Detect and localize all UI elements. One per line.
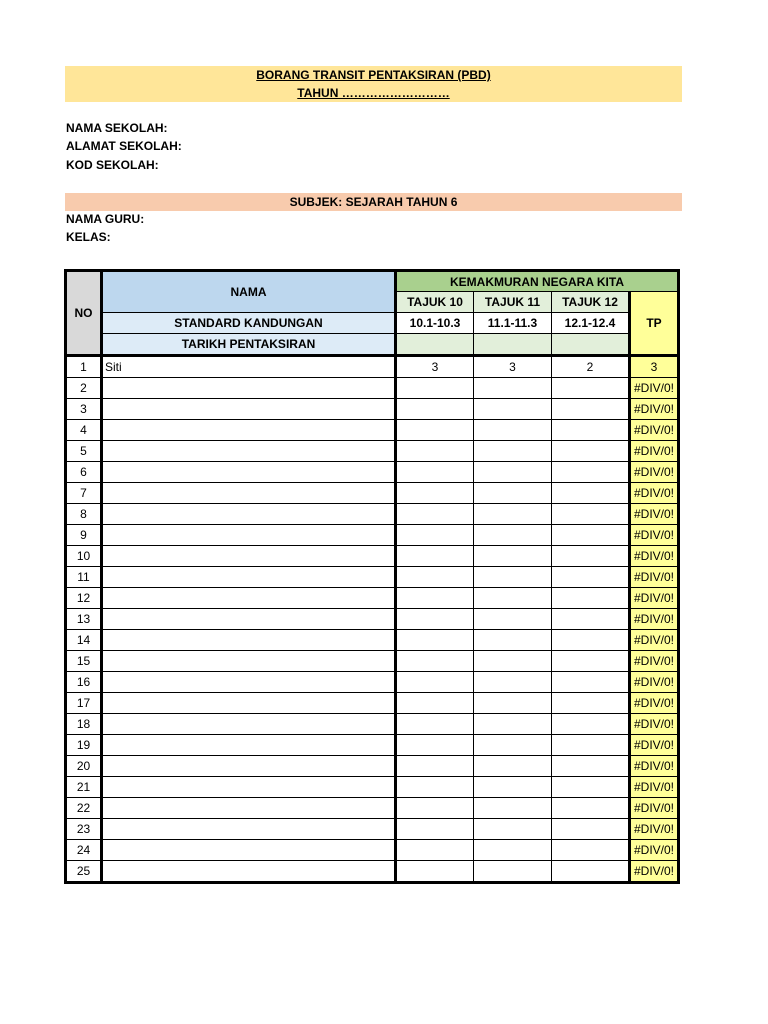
tp-cell: #DIV/0!: [630, 756, 679, 777]
tp-cell: #DIV/0!: [630, 525, 679, 546]
tp-cell: 3: [630, 356, 679, 378]
score-topic-12[interactable]: [552, 714, 630, 735]
student-name-cell[interactable]: [102, 567, 396, 588]
header-no: NO: [66, 271, 102, 356]
score-topic-10[interactable]: [396, 714, 474, 735]
student-name-cell[interactable]: [102, 378, 396, 399]
score-topic-11[interactable]: [474, 483, 552, 504]
table-row: [66, 378, 679, 399]
student-name-cell[interactable]: Siti: [102, 356, 396, 378]
tp-cell: #DIV/0!: [630, 546, 679, 567]
tp-cell: #DIV/0!: [630, 399, 679, 420]
score-topic-11[interactable]: [474, 693, 552, 714]
score-topic-10[interactable]: [396, 525, 474, 546]
score-topic-11[interactable]: [474, 735, 552, 756]
score-topic-12[interactable]: [552, 693, 630, 714]
tp-cell: #DIV/0!: [630, 693, 679, 714]
score-topic-11[interactable]: [474, 756, 552, 777]
score-topic-12[interactable]: [552, 378, 630, 399]
tp-cell: #DIV/0!: [630, 714, 679, 735]
tp-cell: #DIV/0!: [630, 819, 679, 840]
student-name-cell[interactable]: [102, 714, 396, 735]
table-row: [66, 651, 679, 672]
score-topic-10[interactable]: [396, 693, 474, 714]
tp-cell: #DIV/0!: [630, 483, 679, 504]
student-name-cell[interactable]: [102, 756, 396, 777]
tp-cell: #DIV/0!: [630, 504, 679, 525]
standard-12: 12.1-12.4: [552, 313, 630, 334]
table-row: [66, 630, 679, 651]
score-topic-11[interactable]: [474, 378, 552, 399]
score-topic-12[interactable]: [552, 420, 630, 441]
student-name-cell[interactable]: [102, 630, 396, 651]
tp-cell: #DIV/0!: [630, 462, 679, 483]
standard-10: 10.1-10.3: [396, 313, 474, 334]
score-topic-11[interactable]: [474, 819, 552, 840]
score-topic-10[interactable]: [396, 399, 474, 420]
score-topic-12[interactable]: [552, 630, 630, 651]
score-topic-11[interactable]: [474, 777, 552, 798]
score-topic-11[interactable]: [474, 609, 552, 630]
tp-cell: #DIV/0!: [630, 651, 679, 672]
student-name-cell[interactable]: [102, 609, 396, 630]
score-topic-12[interactable]: [552, 462, 630, 483]
score-topic-11[interactable]: [474, 420, 552, 441]
tp-cell: #DIV/0!: [630, 567, 679, 588]
score-topic-11[interactable]: [474, 861, 552, 883]
tp-cell: #DIV/0!: [630, 588, 679, 609]
score-topic-10[interactable]: [396, 609, 474, 630]
score-topic-12[interactable]: [552, 819, 630, 840]
table-row: [66, 735, 679, 756]
row-number: 22: [66, 798, 102, 819]
score-topic-10[interactable]: [396, 462, 474, 483]
row-number: 8: [66, 504, 102, 525]
score-topic-10[interactable]: 3: [396, 356, 474, 378]
score-topic-11[interactable]: [474, 798, 552, 819]
score-topic-12[interactable]: [552, 798, 630, 819]
score-topic-10[interactable]: [396, 651, 474, 672]
header-name: NAMA: [102, 271, 396, 313]
tp-cell: #DIV/0!: [630, 798, 679, 819]
table-row: [66, 504, 679, 525]
row-number: 11: [66, 567, 102, 588]
date-cell-10[interactable]: [396, 334, 474, 356]
student-name-cell[interactable]: [102, 735, 396, 756]
row-number: 21: [66, 777, 102, 798]
row-number: 14: [66, 630, 102, 651]
header-topic-12: TAJUK 12: [552, 292, 630, 313]
school-address-label: ALAMAT SEKOLAH:: [66, 139, 182, 153]
row-number: 24: [66, 840, 102, 861]
form-year: TAHUN ………………………: [297, 86, 450, 100]
score-topic-12[interactable]: [552, 735, 630, 756]
row-number: 17: [66, 693, 102, 714]
student-name-cell[interactable]: [102, 504, 396, 525]
student-name-cell[interactable]: [102, 819, 396, 840]
score-topic-10[interactable]: [396, 630, 474, 651]
score-topic-11[interactable]: [474, 399, 552, 420]
row-number: 3: [66, 399, 102, 420]
score-topic-12[interactable]: [552, 567, 630, 588]
subject-label: SUBJEK: SEJARAH TAHUN 6: [65, 193, 682, 211]
table-row: [66, 693, 679, 714]
score-topic-11[interactable]: [474, 525, 552, 546]
row-number: 15: [66, 651, 102, 672]
row-number: 19: [66, 735, 102, 756]
student-name-cell[interactable]: [102, 420, 396, 441]
header-group-title: KEMAKMURAN NEGARA KITA: [396, 271, 679, 292]
row-number: 6: [66, 462, 102, 483]
student-name-cell[interactable]: [102, 861, 396, 883]
table-row: [66, 798, 679, 819]
score-topic-10[interactable]: [396, 798, 474, 819]
table-row: [66, 840, 679, 861]
student-name-cell[interactable]: [102, 588, 396, 609]
row-number: 13: [66, 609, 102, 630]
table-row: [66, 483, 679, 504]
score-topic-11[interactable]: [474, 672, 552, 693]
standard-11: 11.1-11.3: [474, 313, 552, 334]
score-topic-10[interactable]: [396, 567, 474, 588]
table-row: [66, 546, 679, 567]
teacher-name-label: NAMA GURU:: [66, 212, 145, 226]
score-topic-10[interactable]: [396, 777, 474, 798]
tp-cell: #DIV/0!: [630, 441, 679, 462]
score-topic-12[interactable]: [552, 861, 630, 883]
header-topic-10: TAJUK 10: [396, 292, 474, 313]
student-name-cell[interactable]: [102, 693, 396, 714]
header-tp: TP: [630, 292, 679, 356]
score-topic-12[interactable]: [552, 651, 630, 672]
student-name-cell[interactable]: [102, 441, 396, 462]
form-title: BORANG TRANSIT PENTAKSIRAN (PBD): [256, 68, 491, 82]
score-topic-12[interactable]: [552, 399, 630, 420]
student-name-cell[interactable]: [102, 651, 396, 672]
score-topic-12[interactable]: 2: [552, 356, 630, 378]
school-code-label: KOD SEKOLAH:: [66, 158, 159, 172]
table-row: [66, 399, 679, 420]
score-topic-11[interactable]: [474, 588, 552, 609]
table-row: [66, 588, 679, 609]
table-row: [66, 777, 679, 798]
score-topic-11[interactable]: [474, 504, 552, 525]
date-cell-12[interactable]: [552, 334, 630, 356]
score-topic-10[interactable]: [396, 441, 474, 462]
tp-cell: #DIV/0!: [630, 840, 679, 861]
header-standard-label: STANDARD KANDUNGAN: [102, 313, 396, 334]
tp-cell: #DIV/0!: [630, 378, 679, 399]
table-row: [66, 420, 679, 441]
score-topic-11[interactable]: [474, 567, 552, 588]
score-topic-12[interactable]: [552, 441, 630, 462]
table-row: [66, 441, 679, 462]
tp-cell: #DIV/0!: [630, 861, 679, 883]
score-topic-11[interactable]: [474, 462, 552, 483]
row-number: 4: [66, 420, 102, 441]
score-topic-12[interactable]: [552, 588, 630, 609]
table-row: [66, 462, 679, 483]
header-date-label: TARIKH PENTAKSIRAN: [102, 334, 396, 356]
row-number: 23: [66, 819, 102, 840]
row-number: 20: [66, 756, 102, 777]
student-name-cell[interactable]: [102, 462, 396, 483]
score-topic-11[interactable]: [474, 546, 552, 567]
table-row: [66, 356, 679, 378]
student-name-cell[interactable]: [102, 483, 396, 504]
score-topic-11[interactable]: 3: [474, 356, 552, 378]
score-topic-12[interactable]: [552, 756, 630, 777]
student-name-cell[interactable]: [102, 798, 396, 819]
table-row: [66, 861, 679, 883]
score-topic-10[interactable]: [396, 672, 474, 693]
table-row: [66, 525, 679, 546]
score-topic-11[interactable]: [474, 651, 552, 672]
score-topic-10[interactable]: [396, 546, 474, 567]
row-number: 7: [66, 483, 102, 504]
form-title-band: [65, 66, 682, 102]
tp-cell: #DIV/0!: [630, 420, 679, 441]
tp-cell: #DIV/0!: [630, 630, 679, 651]
tp-cell: #DIV/0!: [630, 735, 679, 756]
score-topic-10[interactable]: [396, 588, 474, 609]
score-topic-10[interactable]: [396, 756, 474, 777]
score-topic-11[interactable]: [474, 630, 552, 651]
student-name-cell[interactable]: [102, 525, 396, 546]
score-topic-12[interactable]: [552, 546, 630, 567]
table-row: [66, 567, 679, 588]
score-topic-10[interactable]: [396, 840, 474, 861]
row-number: 2: [66, 378, 102, 399]
score-topic-12[interactable]: [552, 609, 630, 630]
score-topic-11[interactable]: [474, 840, 552, 861]
row-number: 5: [66, 441, 102, 462]
student-name-cell[interactable]: [102, 672, 396, 693]
score-topic-11[interactable]: [474, 714, 552, 735]
student-name-cell[interactable]: [102, 546, 396, 567]
row-number: 1: [66, 356, 102, 378]
score-topic-10[interactable]: [396, 861, 474, 883]
score-topic-10[interactable]: [396, 378, 474, 399]
class-label: KELAS:: [66, 230, 111, 244]
row-number: 16: [66, 672, 102, 693]
table-row: [66, 714, 679, 735]
table-row: [66, 609, 679, 630]
tp-cell: #DIV/0!: [630, 609, 679, 630]
assessment-table: [64, 269, 680, 884]
header-topic-11: TAJUK 11: [474, 292, 552, 313]
student-name-cell[interactable]: [102, 840, 396, 861]
table-row: [66, 756, 679, 777]
score-topic-12[interactable]: [552, 504, 630, 525]
score-topic-10[interactable]: [396, 504, 474, 525]
score-topic-11[interactable]: [474, 441, 552, 462]
row-number: 25: [66, 861, 102, 883]
score-topic-12[interactable]: [552, 483, 630, 504]
row-number: 12: [66, 588, 102, 609]
score-topic-12[interactable]: [552, 525, 630, 546]
score-topic-12[interactable]: [552, 672, 630, 693]
score-topic-10[interactable]: [396, 420, 474, 441]
score-topic-12[interactable]: [552, 840, 630, 861]
date-cell-11[interactable]: [474, 334, 552, 356]
table-row: [66, 819, 679, 840]
score-topic-10[interactable]: [396, 819, 474, 840]
score-topic-12[interactable]: [552, 777, 630, 798]
student-name-cell[interactable]: [102, 399, 396, 420]
student-name-cell[interactable]: [102, 777, 396, 798]
row-number: 9: [66, 525, 102, 546]
tp-cell: #DIV/0!: [630, 777, 679, 798]
score-topic-10[interactable]: [396, 735, 474, 756]
table-row: [66, 672, 679, 693]
school-name-label: NAMA SEKOLAH:: [66, 121, 168, 135]
row-number: 18: [66, 714, 102, 735]
score-topic-10[interactable]: [396, 483, 474, 504]
tp-cell: #DIV/0!: [630, 672, 679, 693]
row-number: 10: [66, 546, 102, 567]
